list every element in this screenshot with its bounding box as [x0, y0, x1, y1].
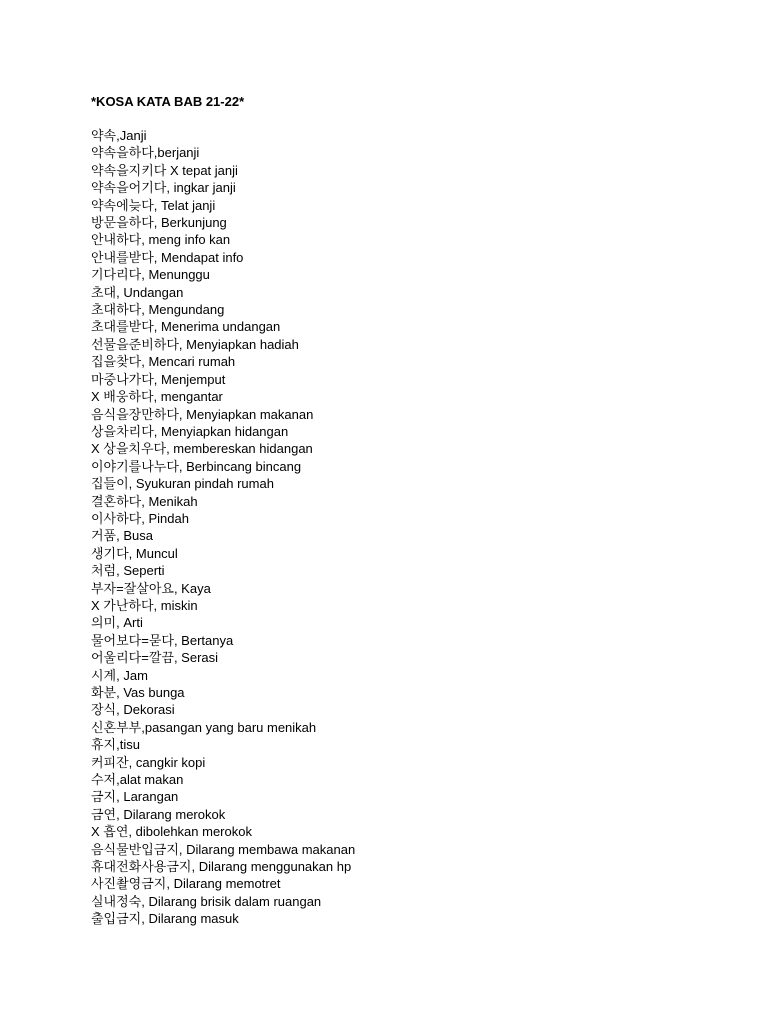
vocab-line: 이사하다, Pindah	[91, 510, 189, 526]
document-title: *KOSA KATA BAB 21-22*	[91, 94, 245, 109]
vocab-line: 휴지,tisu	[91, 737, 140, 753]
vocab-line: 기다리다, Menunggu	[91, 267, 210, 283]
vocab-line: 결혼하다, Menikah	[91, 493, 198, 509]
vocab-line: 시계, Jam	[91, 667, 148, 683]
vocabulary-list	[91, 127, 731, 928]
vocab-line: 거품, Busa	[91, 528, 153, 544]
vocab-line: 금연, Dilarang merokok	[91, 806, 226, 822]
vocab-line: 선물을준비하다, Menyiapkan hadiah	[91, 336, 299, 352]
vocab-line: 이야기를나누다, Berbincang bincang	[91, 458, 302, 474]
document-page	[91, 93, 731, 928]
vocab-line: X 가난하다, miskin	[91, 597, 198, 613]
vocab-line: X 배웅하다, mengantar	[91, 389, 223, 405]
vocab-line: 금지, Larangan	[91, 789, 179, 805]
vocab-line: 약속을어기다, ingkar janji	[91, 180, 236, 196]
vocab-line: 사진촬영금지, Dilarang memotret	[91, 876, 281, 892]
vocab-line: 음식을장만하다, Menyiapkan makanan	[91, 406, 314, 422]
vocab-line: X 상을치우다, membereskan hidangan	[91, 441, 313, 457]
vocab-line: 집들이, Syukuran pindah rumah	[91, 476, 274, 492]
vocab-line: 부자=잘살아요, Kaya	[91, 580, 211, 596]
vocab-line: 약속에늦다, Telat janji	[91, 197, 216, 213]
vocab-line: 초대를받다, Menerima undangan	[91, 319, 281, 335]
vocab-line: 약속,Janji	[91, 128, 147, 143]
vocab-line: 초대, Undangan	[91, 284, 184, 300]
vocab-line: 물어보다=묻다, Bertanya	[91, 632, 234, 648]
vocab-line: 의미, Arti	[91, 615, 143, 631]
vocab-line: 수저,alat makan	[91, 772, 184, 788]
vocab-line: 집을찾다, Mencari rumah	[91, 354, 236, 370]
vocab-line: 어울리다=깔끔, Serasi	[91, 650, 219, 666]
vocab-line: 방문을하다, Berkunjung	[91, 215, 227, 231]
vocab-line: 장식, Dekorasi	[91, 702, 175, 718]
vocab-line: 안내하다, meng info kan	[91, 232, 231, 248]
vocab-line: 약속을하다,berjanji	[91, 145, 200, 161]
vocab-line: 약속을지키다 X tepat janji	[91, 162, 238, 178]
vocab-line: 처럼, Seperti	[91, 563, 165, 579]
vocab-line: 휴대전화사용금지, Dilarang menggunakan hp	[91, 859, 352, 875]
vocab-line: 커피잔, cangkir kopi	[91, 754, 206, 770]
vocab-line: 생기다, Muncul	[91, 545, 178, 561]
vocab-line: 마중나가다, Menjemput	[91, 371, 226, 387]
vocab-line: 화분, Vas bunga	[91, 685, 185, 700]
vocab-line: X 흡연, dibolehkan merokok	[91, 824, 252, 840]
vocab-line: 출입금지, Dilarang masuk	[91, 911, 239, 927]
vocab-line: 상을차리다, Menyiapkan hidangan	[91, 423, 289, 439]
vocab-line: 실내정숙, Dilarang brisik dalam ruangan	[91, 893, 322, 909]
vocab-line: 신혼부부,pasangan yang baru menikah	[91, 719, 317, 735]
vocab-line: 안내를받다, Mendapat info	[91, 249, 244, 265]
vocab-line: 초대하다, Mengundang	[91, 302, 225, 318]
vocab-line: 음식물반입금지, Dilarang membawa makanan	[91, 841, 356, 857]
